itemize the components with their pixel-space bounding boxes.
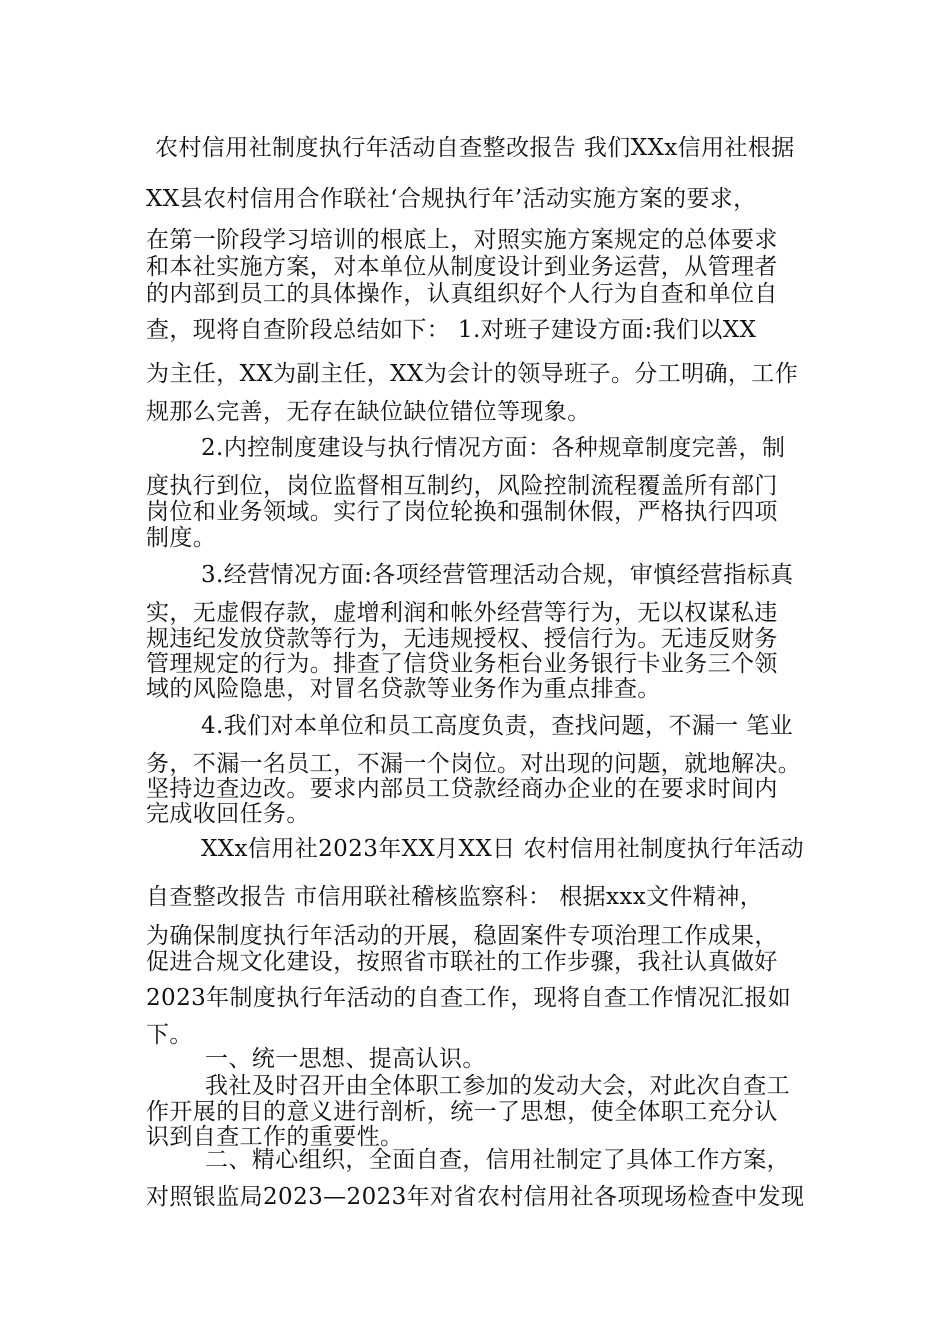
text-line: 3.经营情况方面:各项经营管理活动合规，审慎经营指标真	[201, 562, 794, 588]
text-line: 促进合规文化建设，按照省市联社的工作步骤，我社认真做好	[146, 949, 778, 975]
text-line: 在第一阶段学习培训的根底上，对照实施方案规定的总体要求	[146, 227, 778, 253]
text-line: XXx信用社2023年XX月XX日 农村信用社制度执行年活动	[201, 836, 805, 862]
text-line: 2.内控制度建设与执行情况方面：各种规章制度完善，制	[201, 435, 786, 461]
text-line: 完成收回任务。	[146, 801, 310, 827]
text-line: 务，不漏一名员工，不漏一个岗位。对出现的问题，就地解决。	[146, 751, 802, 777]
text-line: 和本社实施方案，对本单位从制度设计到业务运营，从管理者	[146, 254, 778, 280]
text-line: 度执行到位，岗位监督相互制约，风险控制流程覆盖所有部门	[146, 473, 778, 499]
text-line: 一、统一思想、提高认识。	[205, 1046, 486, 1072]
text-line: XX县农村信用合作联社‘合规执行年’活动实施方案的要求，	[146, 186, 757, 212]
text-line: 二、精心组织，全面自查，信用社制定了具体工作方案，	[205, 1147, 790, 1173]
text-line: 的内部到员工的具体操作，认真组织好个人行为自查和单位自	[146, 281, 778, 307]
text-line: 域的风险隐患，对冒名贷款等业务作为重点排查。	[146, 676, 661, 702]
text-line: 岗位和业务领域。实行了岗位轮换和强制休假，严格执行四项	[146, 499, 778, 525]
text-line: 作开展的目的意义进行剖析，统一了思想，使全体职工充分认	[146, 1099, 778, 1125]
text-line: 为确保制度执行年活动的开展，稳固案件专项治理工作成果，	[146, 923, 778, 949]
text-line: 农村信用社制度执行年活动自查整改报告 我们XXx信用社根据	[155, 135, 795, 161]
text-line: 我社及时召开由全体职工参加的发动大会，对此次自查工	[205, 1073, 790, 1099]
text-line: 查，现将自查阶段总结如下： 1.对班子建设方面:我们以XX	[146, 317, 757, 343]
text-line: 对照银监局2023—2023年对省农村信用社各项现场检查中发现	[146, 1184, 805, 1210]
text-line: 为主任，XX为副主任，XX为会计的领导班子。分工明确，工作	[146, 361, 799, 387]
text-line: 实，无虚假存款，虚增利润和帐外经营等行为，无以权谋私违	[146, 600, 778, 626]
text-line: 规那么完善，无存在缺位缺位错位等现象。	[146, 399, 591, 425]
text-line: 坚持边查边改。要求内部员工贷款经商办企业的在要求时间内	[146, 776, 778, 802]
text-line: 自查整改报告 市信用联社稽核监察科： 根据xxx文件精神，	[146, 884, 764, 910]
text-line: 2023年制度执行年活动的自查工作，现将自查工作情况汇报如	[146, 985, 792, 1011]
text-line: 识到自查工作的重要性。	[146, 1124, 404, 1150]
text-line: 制度。	[146, 525, 217, 551]
text-line: 4.我们对本单位和员工高度负责，查找问题，不漏一 笔业	[201, 713, 794, 739]
text-line: 下。	[146, 1022, 193, 1048]
text-line: 规违纪发放贷款等行为，无违规授权、授信行为。无违反财务	[146, 626, 778, 652]
text-line: 管理规定的行为。排查了信贷业务柜台业务银行卡业务三个领	[146, 651, 778, 677]
